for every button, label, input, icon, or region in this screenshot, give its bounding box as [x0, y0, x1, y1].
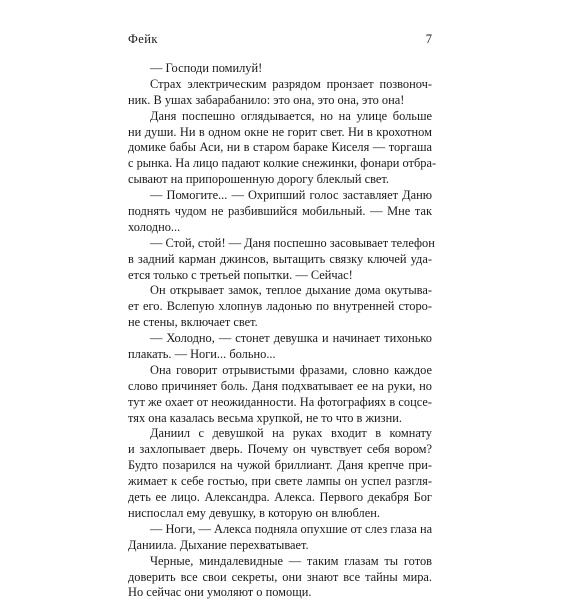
text-line: — Стой, стой! — Даня поспешно засовывает телефон [150, 235, 435, 250]
text-line: поднять чудом не разбившийся мобильный. — Мне так [128, 204, 432, 219]
page-number: 7 [425, 32, 432, 46]
text-line: Он открывает замок, теплое дыхание дома окутыва- [150, 283, 432, 298]
text-line: сывают на припорошенную дорогу блеклый свет. [128, 172, 389, 187]
text-line: в задний карман джинсов, вытащить связку ключей уда- [128, 251, 432, 266]
paragraph [128, 554, 432, 601]
body-text [128, 61, 437, 601]
running-head [128, 31, 432, 47]
text-line: слово причиняет боль. Даня подхватывает ее на руки, но [128, 378, 432, 393]
text-line: Черные, миндалевидные — таким глазам ты готов [150, 553, 432, 568]
text-line: Даниил с девушкой на руках входит в комнату [150, 426, 432, 441]
text-line: холодно... [128, 219, 181, 234]
paragraph [128, 235, 435, 284]
text-line: — Помогите... — Охрипший голос заставляет Даню [150, 188, 432, 203]
paragraph [128, 283, 432, 331]
text-line: Но сейчас они умоляют о помощи. [128, 585, 312, 600]
text-line: Страх электрическим разрядом пронзает позвоноч- [150, 76, 432, 91]
paragraph [128, 363, 432, 427]
paragraph [128, 108, 437, 188]
running-title: Фейк [128, 32, 158, 46]
text-line: тут же охает от неожиданности. На фотографиях в соцсе- [128, 394, 432, 409]
text-line: ни души. Ни в одном окне не горит свет. Ни в крохотном [128, 124, 432, 139]
text-line: ется только с третьей попытки. — Сейчас! [128, 267, 353, 282]
paragraph [128, 522, 432, 554]
paragraph [128, 426, 432, 521]
text-line: деть ее лицо. Александра. Алекса. Первого декабря Бог [128, 490, 432, 505]
text-line: ниспослал ему девушку, в которую он влюблен. [128, 505, 380, 520]
paragraph [128, 61, 432, 77]
text-line: не стены, включает свет. [128, 315, 258, 330]
text-line: с рынка. На лицо падают колкие снежинки, фонари отбра- [128, 156, 437, 171]
text-line: Даниила. Дыхание перехватывает. [128, 537, 309, 552]
text-line: — Господи помилуй! [150, 61, 263, 75]
text-line: — Холодно, — стонет девушка и начинает тихонько [150, 331, 432, 346]
text-line: тях она казалась весьма хрупкой, не то что в жизни. [128, 410, 402, 425]
paragraph [128, 331, 432, 363]
text-line: — Ноги, — Алекса подняла опухшие от слез глаза на [150, 521, 433, 536]
text-line: и захлопывает дверь. Почему он чувствует себя вором? [128, 442, 432, 457]
text-line: Даня поспешно оглядывается, но на улице больше [150, 108, 432, 123]
text-line: Она говорит отрывистыми фразами, словно каждое [150, 362, 432, 377]
text-line: доверить все свои секреты, они знают все тайны мира. [128, 569, 432, 584]
text-line: Будто позарился на чужой бриллиант. Даня крепче при- [128, 458, 432, 473]
text-line: ет его. Вслепую хлопнув ладонью по внутренней сторо- [128, 299, 432, 314]
text-line: жимает к себе гостью, при свете лампы он успел разгля- [128, 474, 432, 489]
text-line: плакать. — Ноги... больно... [128, 347, 276, 362]
paragraph [128, 188, 432, 236]
paragraph [128, 77, 432, 109]
text-line: домике бабы Аси, ни в старом бараке Киселя — торгаша [128, 140, 432, 155]
text-line: ник. В ушах забарабанило: это она, это она, это она! [128, 92, 405, 107]
